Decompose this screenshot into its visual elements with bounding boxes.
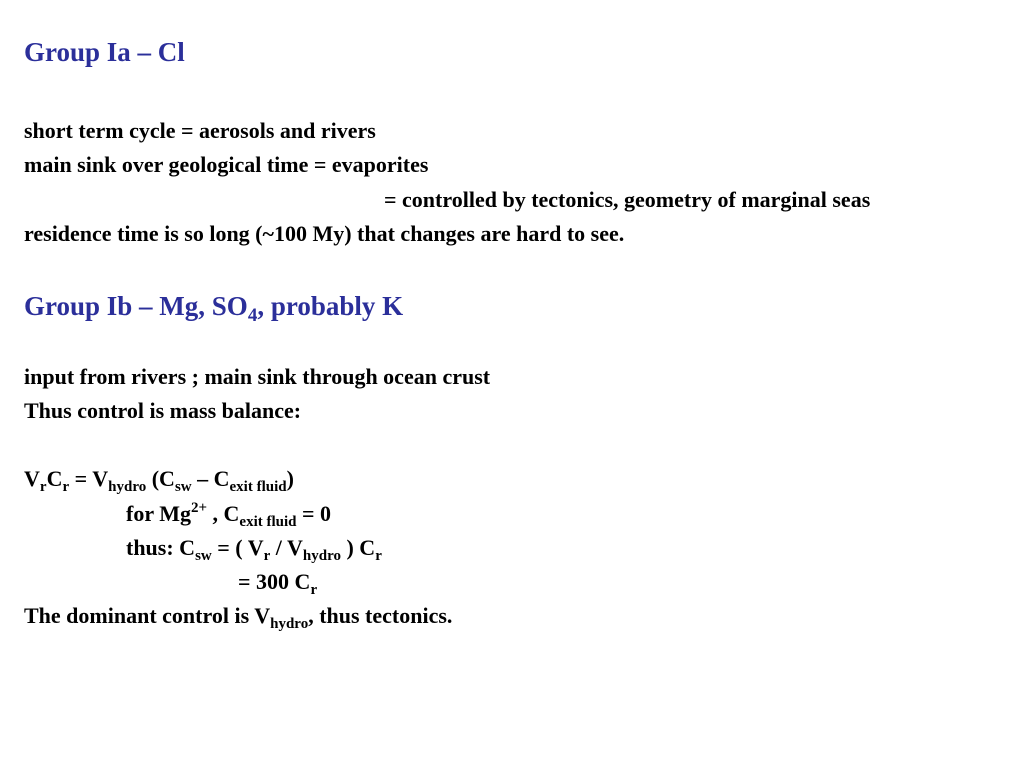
conclusion-part: , thus tectonics. [308, 603, 453, 628]
eq1-sub: exit fluid [229, 479, 287, 495]
mass-balance-equation [24, 466, 294, 495]
eq3-part: thus: C [126, 535, 196, 560]
eq1-sub: r [39, 479, 47, 495]
group-ia-title: Group Ia – Cl [24, 37, 185, 67]
group-ib-title-end: , probably K [257, 291, 404, 321]
eq2-sub: exit fluid [239, 514, 297, 530]
input-rivers-line: input from rivers ; main sink through ocean crust [24, 364, 491, 389]
eq1-part: V [24, 466, 40, 491]
eq2-part: = 0 [296, 501, 332, 526]
eq2-sup: 2+ [190, 500, 208, 516]
csw-equation [126, 535, 382, 564]
short-term-cycle-line: short term cycle = aerosols and rivers [24, 118, 376, 143]
eq1-part: = V [69, 466, 109, 491]
result-equation [238, 569, 318, 598]
eq1-sub: r [62, 479, 70, 495]
eq3-sub: hydro [302, 548, 341, 564]
eq3-sub: sw [195, 548, 212, 564]
eq2-part: for Mg [126, 501, 191, 526]
eq1-sub: hydro [108, 479, 147, 495]
group-ib-title-start: Group Ib – Mg, SO [24, 291, 248, 321]
eq3-part: ) C [340, 535, 376, 560]
residence-time-line: residence time is so long (~100 My) that changes are hard to see. [24, 221, 625, 246]
conclusion-line [24, 603, 453, 632]
eq3-part: = ( V [211, 535, 264, 560]
eq3-part: / V [270, 535, 303, 560]
main-sink-line: main sink over geological time = evaporites [24, 152, 429, 177]
conclusion-sub: hydro [270, 616, 309, 632]
eq1-part: ) [286, 466, 294, 491]
group-ib-title [24, 290, 404, 326]
mg-condition-line [126, 500, 332, 530]
eq1-part: – C [191, 466, 230, 491]
mass-balance-line: Thus control is mass balance: [24, 398, 302, 423]
group-ib-title-subscript: 4 [247, 305, 258, 326]
eq3-sub: r [375, 548, 382, 564]
eq1-part: C [46, 466, 63, 491]
eq4-sub: r [310, 582, 318, 598]
tectonics-control-line: = controlled by tectonics, geometry of marginal seas [384, 187, 871, 212]
eq2-part: , C [207, 501, 240, 526]
eq3-sub: r [263, 548, 271, 564]
eq4-part: = 300 C [238, 569, 311, 594]
eq1-sub: sw [174, 479, 192, 495]
eq1-part: (C [146, 466, 175, 491]
conclusion-part: The dominant control is V [24, 603, 271, 628]
